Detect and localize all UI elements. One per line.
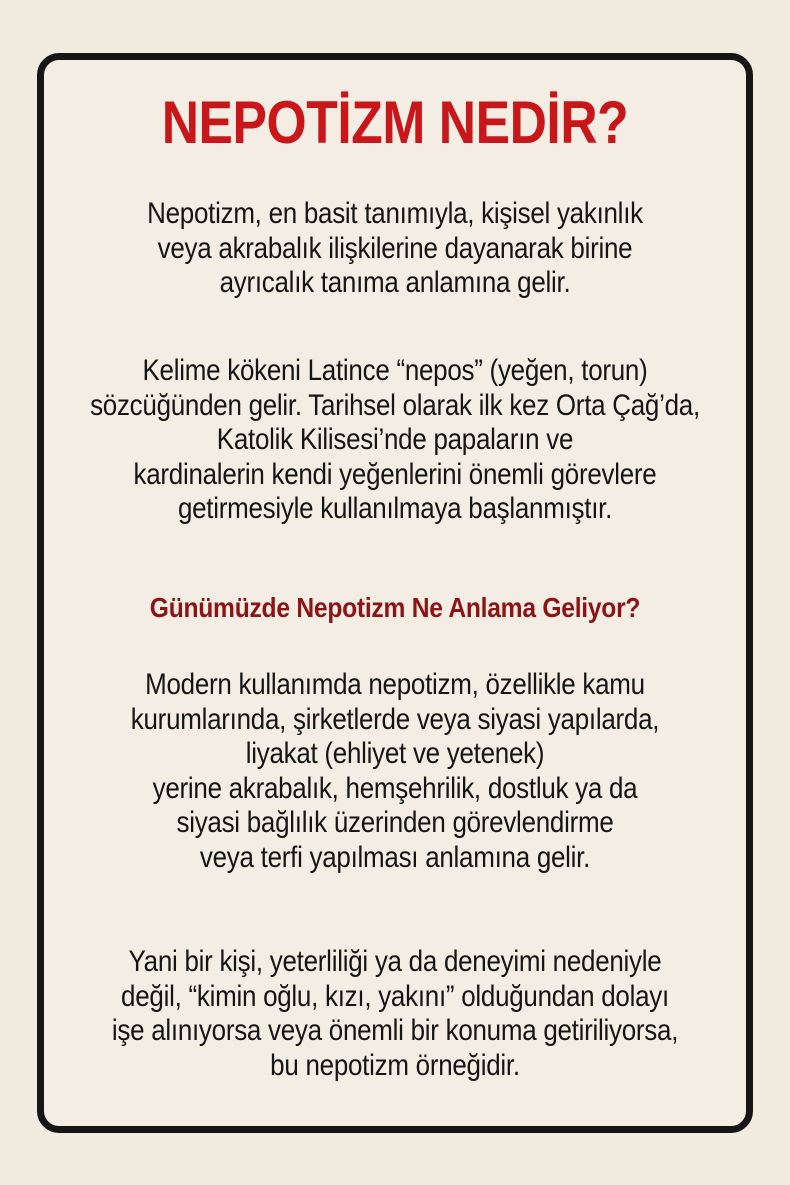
text-line: getirmesiyle kullanılmaya başlanmıştır. (177, 492, 613, 525)
text-line: Yani bir kişi, yeterliliği ya da deneyimi nedeniyle (128, 945, 662, 978)
page-title: NEPOTİZM NEDİR? (161, 89, 629, 156)
text-line: bu nepotizm örneğidir. (270, 1048, 520, 1082)
example-paragraph (0, 945, 790, 1083)
text-line: siyasi bağlılık üzerinden görevlendirme (176, 806, 614, 839)
text-line: liyakat (ehliyet ve yetenek) (245, 737, 545, 770)
text-line: Nepotizm, en basit tanımıyla, kişisel yakınlık (147, 197, 643, 230)
definition-paragraph (0, 197, 790, 301)
text-line: yerine akrabalık, hemşehrilik, dostluk ya da (152, 771, 638, 805)
text-line: işe alınıyorsa veya önemli bir konuma getiriliyorsa, (111, 1014, 679, 1047)
text-line: kardinalerin kendi yeğenlerini önemli görevlere (133, 457, 657, 491)
text-line: veya terfi yapılması anlamına gelir. (199, 840, 591, 874)
etymology-paragraph (0, 354, 790, 527)
modern-usage-paragraph (0, 668, 790, 875)
section-subheading (0, 590, 790, 626)
text-line: veya akrabalık ilişkilerine dayanarak birine (157, 231, 633, 265)
text-line: kurumlarında, şirketlerde veya siyasi yapılarda, (130, 702, 660, 736)
text-line: Kelime kökeni Latince “nepos” (yeğen, torun) (142, 354, 648, 387)
text-line: Modern kullanımda nepotizm, özellikle kamu (145, 668, 645, 701)
text-line: ayrıcalık tanıma anlamına gelir. (219, 266, 571, 299)
text-line: değil, “kimin oğlu, kızı, yakını” olduğundan dolayı (121, 979, 669, 1013)
text-line: Katolik Kilisesi’nde papaların ve (216, 423, 574, 456)
text-line: sözcüğünden gelir. Tarihsel olarak ilk kez Orta Çağ’da, (90, 388, 700, 422)
subheading-text: Günümüzde Nepotizm Ne Anlama Geliyor? (149, 592, 641, 623)
